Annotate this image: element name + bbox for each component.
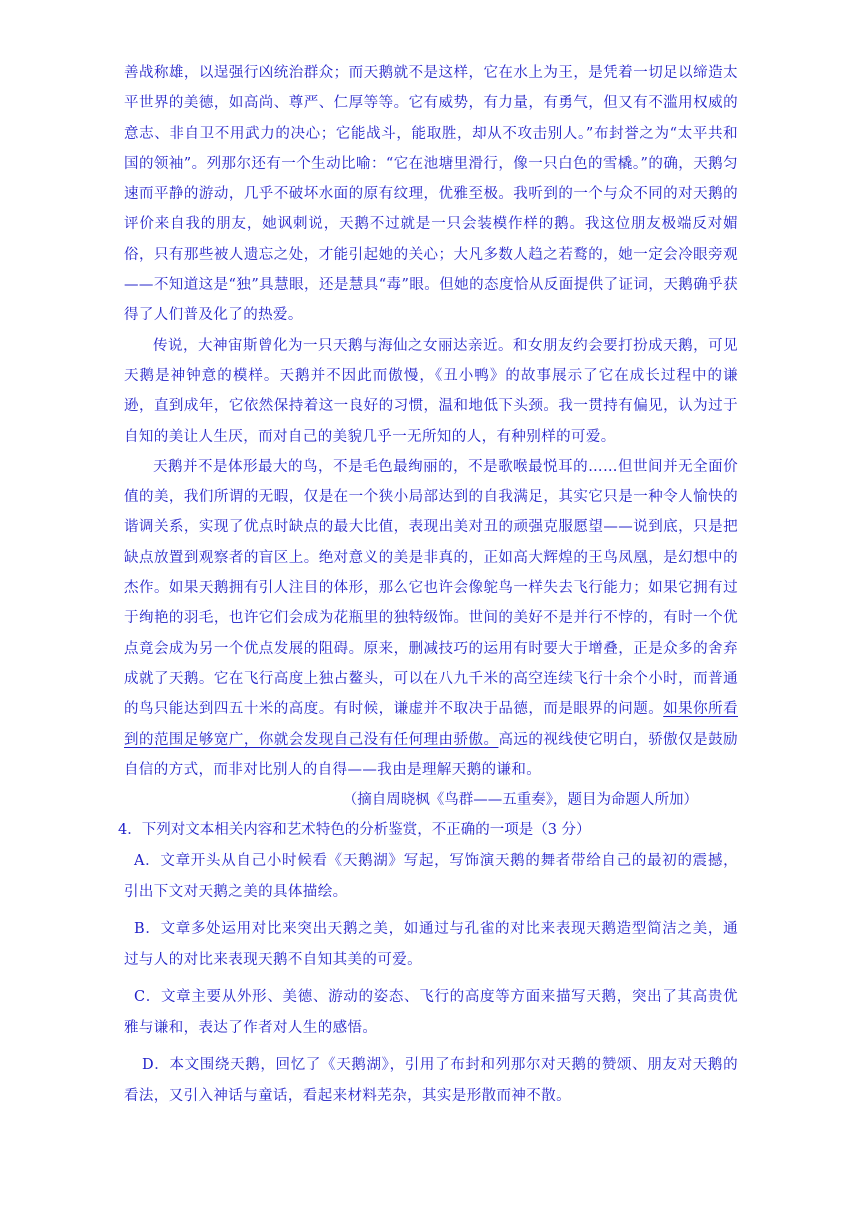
answer-options	[124, 846, 738, 1112]
paragraph-3-text-after: 高远的视线使它明白，骄傲仅是鼓励自信的方式，而非对比别人的自得——我由是理解天鹅的谦和。	[124, 731, 738, 778]
question-4-stem: 4．下列对文本相关内容和艺术特色的分析鉴赏，不正确的一项是（3 分）	[118, 822, 591, 839]
paragraph-1: 善战称雄，以逞强行凶统治群众；而天鹅就不是这样，它在水上为王，是凭着一切足以缔造太平世界的美德，如高尚、尊严、仁厚等等。它有威势，有力量，有勇气，但又有不滥用权威的意志、非自卫不用武力的决心；它能战斗，能取胜，却从不攻击别人。”布封誉之为“太平共和国的领袖”。列那尔还有一个生动比喻：“它在池塘里滑行，像一只白色的雪橇。”的确，天鹅匀速而平静的游动，几乎不破坏水面的原有纹理，优雅至极。我听到的一个与众不同的对天鹅的评价来自我的朋友，她讽刺说，天鹅不过就是一只会装模作样的鹅。我这位朋友极端反对媚俗，只有那些被人遗忘之处，才能引起她的关心；大凡多数人趋之若鹜的，她一定会冷眼旁观——不知道这是“独”具慧眼，还是慧具“毒”眼。但她的态度恰从反面提供了证词，天鹅确乎获得了人们普及化了的热爱。	[124, 65, 738, 324]
article-body	[124, 58, 738, 785]
option-d: D．本文围绕天鹅，回忆了《天鹅湖》，引用了布封和列那尔对天鹅的赞颂、朋友对天鹅的看法，又引入神话与童话，看起来材料芜杂，其实是形散而神不散。	[124, 1056, 738, 1104]
paragraph-3-text-before: 天鹅并不是体形最大的鸟，不是毛色最绚丽的，不是歌喉最悦耳的……但世间并无全面价值的美，我们所谓的无暇，仅是在一个狭小局部达到的自我满足，其实它只是一种令人愉快的谐调关系，实现了优点时缺点的最大比值，表现出美对丑的顽强克服愿望——说到底，只是把缺点放置到观察者的盲区上。绝对意义的美是非真的，正如高大辉煌的王鸟凤凰，是幻想中的杰作。如果天鹅拥有引人注目的体形，那么它也许会像鸵鸟一样失去飞行能力；如果它拥有过于绚艳的羽毛，也许它们会成为花瓶里的独特级饰。世间的美好不是并行不悖的，有时一个优点竟会成为另一个优点发展的阻碍。原来，删减技巧的运用有时要大于增叠，正是众多的舍弃成就了天鹅。它在飞行高度上独占鳌头，可以在八九千米的高空连续飞行十余个小时，而普通的鸟只能达到四五十米的高度。有时候，谦虚并不取决于品德，而是眼界的问题。	[124, 458, 738, 718]
underlined-sentence: 如果你所看到的范围足够宽广，你就会发现自己没有任何理由骄傲。	[124, 701, 738, 748]
option-b: B．文章多处运用对比来突出天鹅之美，如通过与孔雀的对比来表现天鹅造型简洁之美，通过与人的对比来表现天鹅不自知其美的可爱。	[124, 920, 738, 968]
paragraph-2: 传说，大神宙斯曾化为一只天鹅与海仙之女丽达亲近。和女朋友约会要打扮成天鹅，可见天鹅是神钟意的模样。天鹅并不因此而傲慢，《丑小鸭》的故事展示了它在成长过程中的谦逊，直到成年，它依然保持着这一良好的习惯，温和地低下头颈。我一贯持有偏见，认为过于自知的美让人生厌，而对自己的美貌几乎一无所知的人，有种别样的可爱。	[124, 337, 738, 445]
source-citation: （摘自周晓枫《鸟群——五重奏》，题目为命题人所加）	[342, 792, 698, 809]
option-a: A．文章开头从自己小时候看《天鹅湖》写起，写饰演天鹅的舞者带给自己的最初的震撼，引出下文对天鹅之美的具体描绘。	[124, 852, 738, 900]
document-page	[118, 58, 738, 1118]
paragraph-3	[124, 452, 738, 785]
option-c: C．文章主要从外形、美德、游动的姿态、飞行的高度等方面来描写天鹅，突出了其高贵优雅与谦和，表达了作者对人生的感悟。	[124, 988, 738, 1036]
